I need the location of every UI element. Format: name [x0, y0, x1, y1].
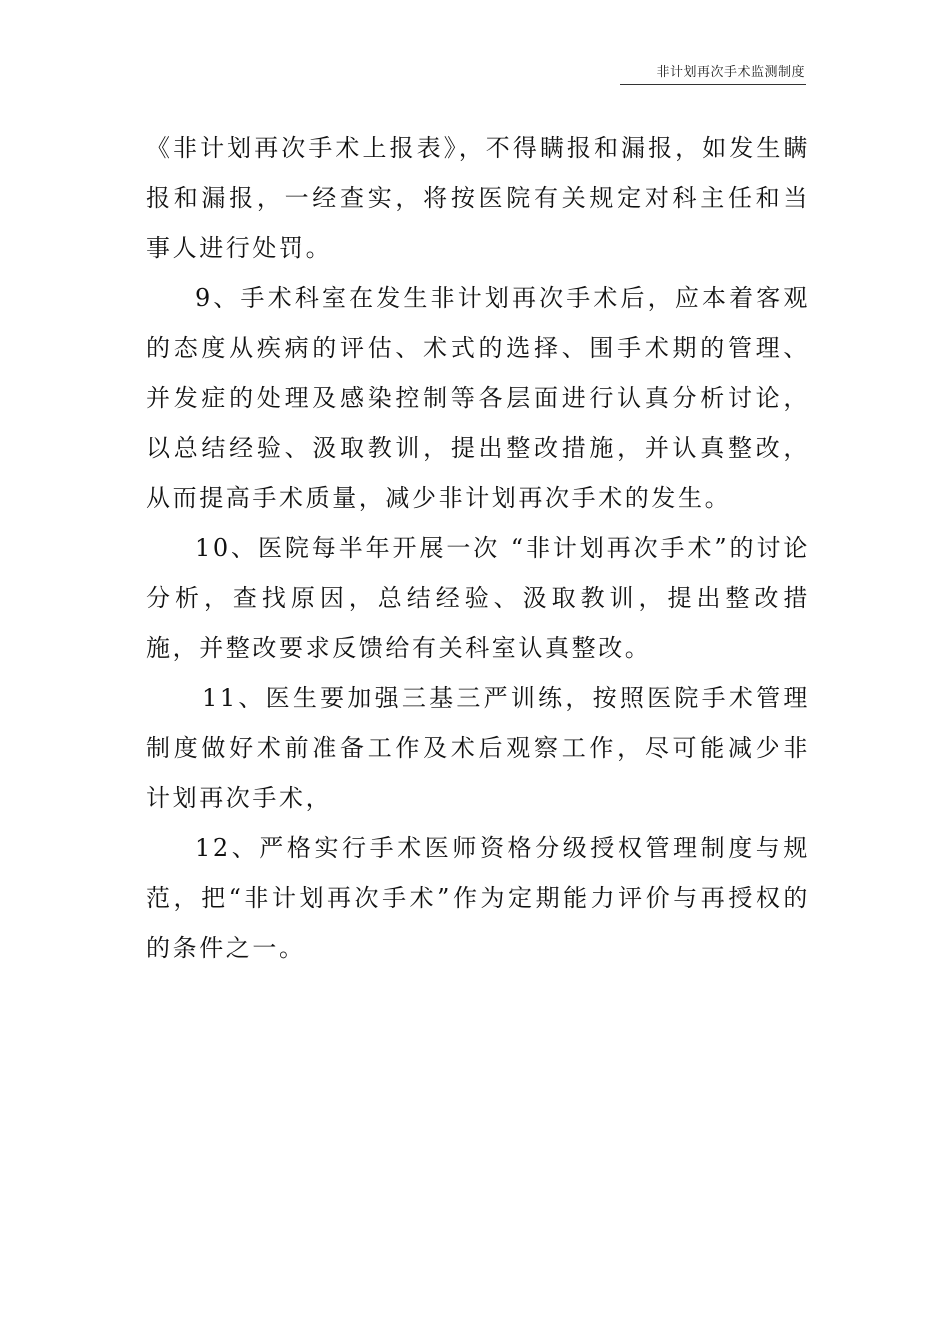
paragraph-item-10: 10、医院每半年开展一次 “非计划再次手术”的讨论分析，查找原因，总结经验、汲取教训，提出整改措施，并整改要求反馈给有关科室认真整改。 — [146, 534, 810, 662]
paragraph-item-11: 11、医生要加强三基三严训练，按照医院手术管理制度做好术前准备工作及术后观察工作，尽可能减少非计划再次手术， — [146, 684, 810, 812]
paragraph-continuation: 《非计划再次手术上报表》，不得瞒报和漏报，如发生瞒报和漏报，一经查实，将按医院有关规定对科主任和当事人进行处罚。 — [146, 134, 810, 262]
header-rule — [620, 84, 806, 85]
paragraph-item-9: 9、手术科室在发生非计划再次手术后，应本着客观的态度从疾病的评估、术式的选择、围手术期的管理、并发症的处理及感染控制等各层面进行认真分析讨论，以总结经验、汲取教训，提出整改措施，并认真整改，从而提高手术质量，减少非计划再次手术的发生。 — [146, 284, 810, 512]
running-header: 非计划再次手术监测制度 — [656, 65, 805, 80]
document-body — [146, 123, 810, 973]
paragraph-item-12: 12、严格实行手术医师资格分级授权管理制度与规范，把“非计划再次手术”作为定期能力评价与再授权的的条件之一。 — [146, 834, 810, 962]
